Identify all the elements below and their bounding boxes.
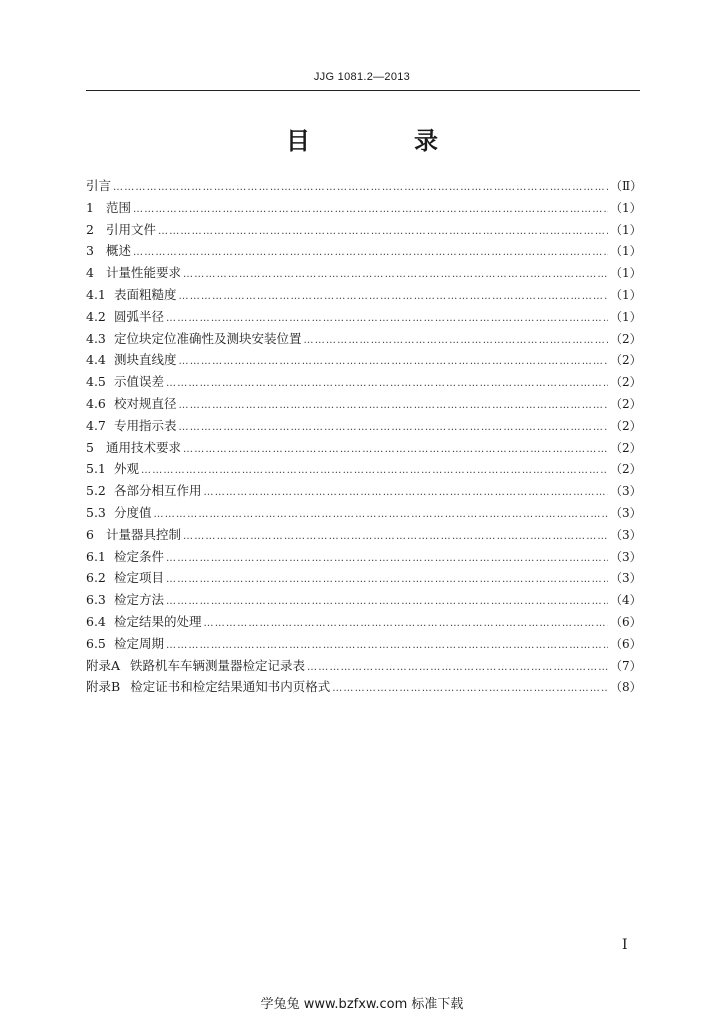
toc-leader-dots	[141, 465, 608, 476]
toc-leader-dots	[166, 640, 608, 651]
toc-entry-page: （3）	[610, 571, 642, 586]
toc-entry[interactable]	[86, 525, 640, 547]
toc-leader-dots	[166, 313, 608, 324]
toc-entry-number: 4.1	[86, 286, 106, 302]
toc-entry-number: 5.3	[86, 504, 106, 520]
toc-entry-number: 5.1	[86, 461, 106, 477]
toc-entry-page: （2）	[610, 331, 642, 346]
toc-entry-label: 示值误差	[114, 374, 165, 390]
toc-entry-page: （2）	[610, 440, 642, 455]
toc-leader-dots	[183, 531, 608, 542]
toc-leader-dots	[166, 553, 608, 564]
toc-leader-dots	[113, 182, 608, 193]
toc-entry-label: 表面粗糙度	[114, 286, 177, 302]
toc-entry-label: 铁路机车车辆测量器检定记录表	[130, 657, 306, 673]
toc-entry-page: （4）	[610, 593, 642, 608]
toc-entry-label: 引用文件	[106, 221, 157, 237]
toc-entry[interactable]	[86, 285, 640, 307]
toc-entry[interactable]	[86, 547, 640, 569]
toc-entry-number: 4.5	[86, 374, 106, 390]
toc-entry-label: 检定项目	[114, 570, 165, 586]
toc-entry[interactable]	[86, 394, 640, 416]
toc-entry-page: （2）	[610, 353, 642, 368]
toc-entry-label: 通用技术要求	[106, 439, 182, 455]
toc-entry-label: 定位块定位准确性及测块安装位置	[114, 330, 302, 346]
toc-entry-number: 6.5	[86, 635, 106, 651]
toc-entry[interactable]	[86, 590, 640, 612]
toc-leader-dots	[179, 400, 608, 411]
toc-entry-label: 计量性能要求	[106, 265, 182, 281]
toc-entry-label: 计量器具控制	[106, 526, 182, 542]
toc-entry-number: 5.2	[86, 483, 106, 499]
toc-entry-number: 4.2	[86, 308, 106, 324]
toc-entry[interactable]	[86, 307, 640, 329]
toc-entry-page: （6）	[610, 636, 642, 651]
toc-entry-page: （8）	[610, 680, 642, 695]
toc-entry-number: 4	[86, 265, 94, 281]
toc-leader-dots	[166, 596, 608, 607]
toc-entry-number: 4.4	[86, 352, 106, 368]
toc-leader-dots	[166, 378, 608, 389]
toc-entry-number: 4.3	[86, 330, 106, 346]
toc-entry-page: （2）	[610, 462, 642, 477]
toc-entry-page: （6）	[610, 614, 642, 629]
toc-entry-label: 概述	[106, 243, 132, 259]
toc-leader-dots	[179, 291, 608, 302]
toc-leader-dots	[158, 226, 608, 237]
toc-entry-label: 分度值	[114, 504, 152, 520]
toc-entry-page: （1）	[610, 222, 642, 237]
footer-watermark: 学兔兔 www.bzfxw.com 标准下载	[260, 997, 464, 1012]
toc-entry-number: 3	[86, 243, 94, 259]
toc-entry-number: 6.2	[86, 570, 106, 586]
toc-entry-page: （3）	[610, 549, 642, 564]
toc-leader-dots	[133, 247, 608, 258]
toc-entry-page: （1）	[610, 287, 642, 302]
toc-entry[interactable]	[86, 503, 640, 525]
toc-entry[interactable]	[86, 263, 640, 285]
toc-entry[interactable]	[86, 220, 640, 242]
toc-entry-page: （1）	[610, 200, 642, 215]
toc-entry-number: 6.4	[86, 613, 106, 629]
toc-leader-dots	[183, 269, 608, 280]
toc-entry-page: （3）	[610, 505, 642, 520]
toc-entry-label: 各部分相互作用	[114, 483, 202, 499]
toc-entry-page: （Ⅱ）	[610, 179, 643, 193]
toc-entry-page: （2）	[610, 396, 642, 411]
page-number: I	[622, 937, 628, 953]
toc-leader-dots	[307, 662, 608, 673]
toc-leader-dots	[154, 509, 608, 520]
toc-entry[interactable]	[86, 634, 640, 656]
toc-entry-label: 范围	[106, 199, 132, 215]
toc-entry-label: 引言	[86, 178, 112, 193]
page-title: 目 录	[286, 126, 478, 155]
toc-entry-number: 4.7	[86, 417, 106, 433]
toc-entry-label: 检定方法	[114, 592, 165, 608]
toc-entry-number: 1	[86, 199, 94, 215]
toc-entry[interactable]	[86, 176, 643, 198]
toc-entry-number: 附录A	[86, 657, 121, 673]
toc-entry-number: 6	[86, 526, 94, 542]
toc-entry[interactable]	[86, 416, 640, 438]
toc-entry[interactable]	[86, 438, 640, 460]
toc-entry[interactable]	[86, 568, 640, 590]
toc-entry-number: 5	[86, 439, 94, 455]
toc-entry-number: 附录B	[86, 679, 121, 695]
toc-leader-dots	[183, 444, 608, 455]
toc-leader-dots	[332, 683, 608, 694]
toc-entry-label: 校对规直径	[114, 395, 177, 411]
toc-leader-dots	[304, 335, 608, 346]
toc-leader-dots	[133, 204, 608, 215]
toc-entry[interactable]	[86, 656, 640, 678]
toc-entry-number: 4.6	[86, 395, 106, 411]
toc-entry-label: 检定条件	[114, 548, 165, 564]
toc-entry-label: 专用指示表	[114, 417, 177, 433]
header-divider	[86, 90, 640, 91]
toc-leader-dots	[204, 487, 608, 498]
toc-entry-page: （2）	[610, 375, 642, 390]
toc-entry-page: （3）	[610, 527, 642, 542]
toc-entry-page: （1）	[610, 309, 642, 324]
toc-entry[interactable]	[86, 481, 640, 503]
toc-entry-page: （1）	[610, 244, 642, 259]
toc-entry-page: （2）	[610, 418, 642, 433]
toc-entry[interactable]	[86, 198, 640, 220]
toc-leader-dots	[166, 574, 608, 585]
toc-leader-dots	[179, 356, 608, 367]
toc-entry-number: 6.1	[86, 548, 106, 564]
toc-entry[interactable]	[86, 241, 640, 263]
toc-entry-label: 圆弧半径	[114, 308, 165, 324]
toc-entry[interactable]	[86, 459, 640, 481]
toc-entry[interactable]	[86, 677, 640, 699]
toc-entry[interactable]	[86, 350, 640, 372]
toc-entry[interactable]	[86, 372, 640, 394]
table-of-contents	[86, 176, 643, 699]
toc-entry-page: （7）	[610, 658, 642, 673]
toc-leader-dots	[204, 618, 608, 629]
toc-leader-dots	[179, 422, 608, 433]
toc-entry-label: 外观	[114, 461, 140, 477]
toc-entry-number: 6.3	[86, 592, 106, 608]
toc-entry-label: 检定周期	[114, 635, 165, 651]
toc-entry-page: （1）	[610, 266, 642, 281]
toc-entry[interactable]	[86, 612, 640, 634]
toc-entry-page: （3）	[610, 484, 642, 499]
toc-entry-label: 测块直线度	[114, 352, 177, 368]
toc-entry[interactable]	[86, 329, 640, 351]
standard-code-header: JJG 1081.2—2013	[313, 71, 411, 83]
toc-entry-number: 2	[86, 221, 94, 237]
toc-entry-label: 检定结果的处理	[114, 613, 202, 629]
toc-entry-label: 检定证书和检定结果通知书内页格式	[130, 679, 331, 695]
